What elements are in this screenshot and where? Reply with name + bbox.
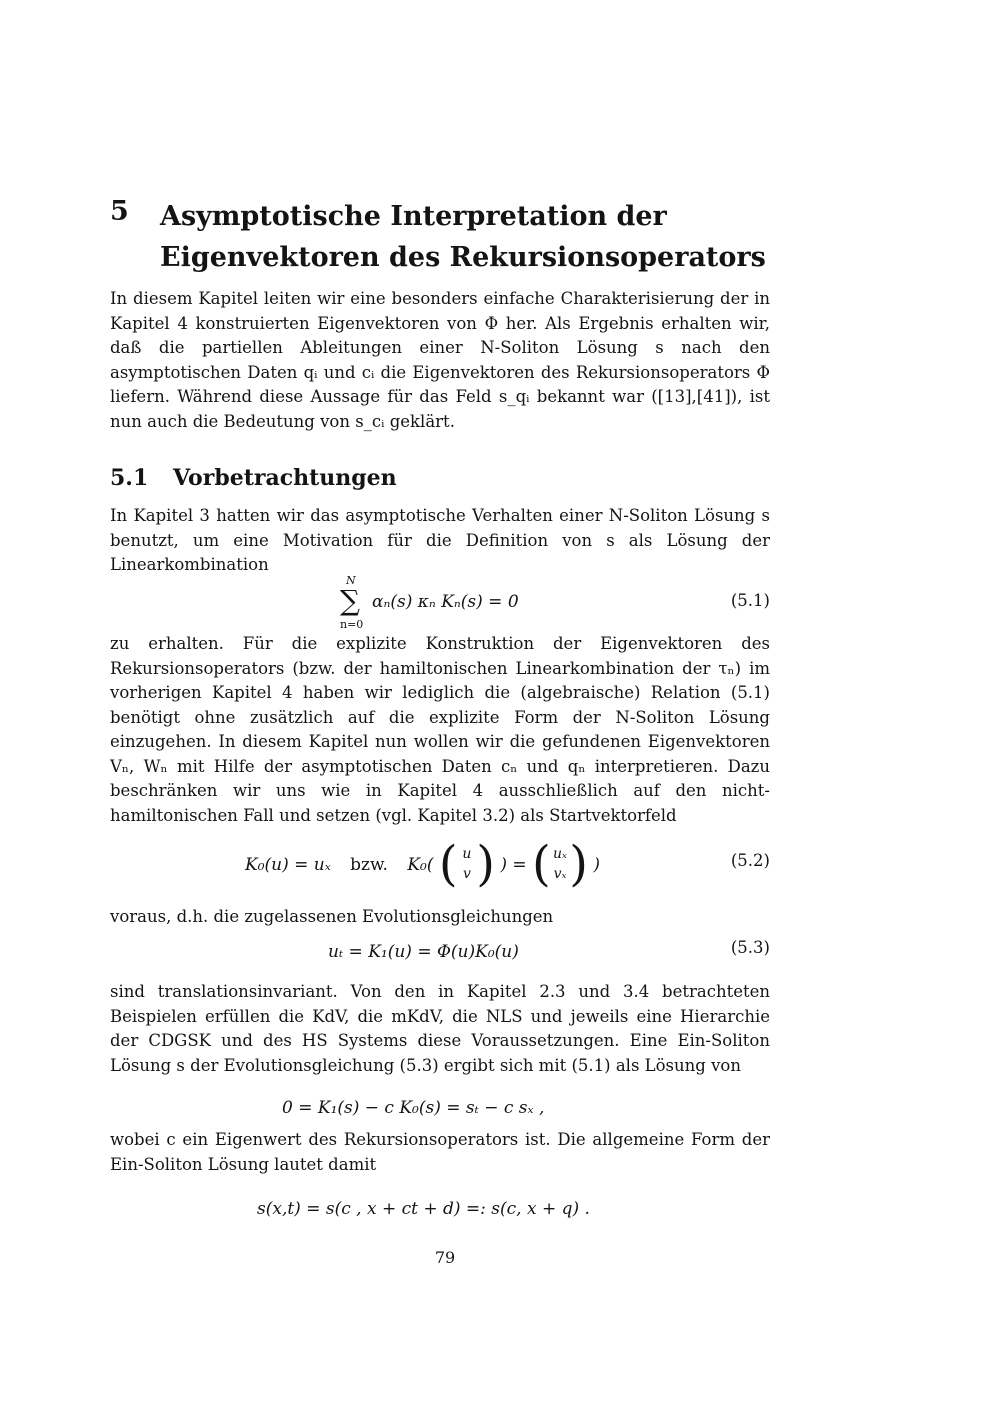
paragraph-3: voraus, d.h. die zugelassenen Evolutionsgleichungen: [110, 907, 554, 926]
equation-label-5-1: (5.1): [730, 591, 770, 610]
equation-5-3: uₜ = K₁(u) = Φ(u)K₀(u): [328, 942, 519, 962]
vector-u-v: ( u v ): [438, 836, 495, 892]
subsection-title: Vorbetrachtungen: [173, 465, 397, 491]
equation-label-5-2: (5.2): [730, 851, 770, 870]
section-title: Asymptotische Interpretation der Eigenvektoren des Rekursionsoperators: [160, 201, 766, 273]
page-number: 79: [434, 1248, 456, 1267]
sum-upper-limit: N: [346, 574, 356, 587]
paragraph-5: wobei c ein Eigenwert des Rekursionsoperators ist. Die allgemeine Form der Ein-Soliton Lösung lautet damit: [110, 1130, 770, 1174]
sum-symbol: ∑: [340, 584, 360, 617]
equation-5-1-body: αₙ(s) κₙ Kₙ(s) = 0: [372, 592, 519, 612]
equation-5-2-bzw: bzw.: [350, 855, 388, 875]
vector-ux-vx: ( uₓ vₓ ): [532, 836, 589, 892]
equation-5-2-equals: ) =: [500, 855, 527, 875]
equation-soliton: 0 = K₁(s) − c K₀(s) = sₜ − c sₓ ,: [282, 1098, 545, 1118]
vector-top-u: u: [462, 846, 472, 862]
subsection-number: 5.1: [110, 465, 149, 491]
equation-label-5-3: (5.3): [730, 938, 770, 957]
equation-5-2-close: ): [593, 855, 601, 875]
vector-bottom-v: v: [462, 866, 471, 882]
equation-5-1: [340, 574, 580, 634]
vector-bottom-vx: vₓ: [553, 866, 567, 882]
sum-lower-limit: n=0: [340, 618, 364, 631]
intro-paragraph: In diesem Kapitel leiten wir eine besonders einfache Charakterisierung der in Kapitel 4 konstruierten Eigenvektoren von Φ her. Als Ergebnis erhalten wir, daß die partiellen Ableitungen einer N-Soliton Lösung s nach den asymptotischen Daten qᵢ und cᵢ die Eigenvektoren des Rekursionsoperators Φ liefern. Während diese Aussage für das Feld s_qᵢ bekannt war ([13],[41]), ist nun auch die Bedeutung von s_cᵢ geklärt.: [110, 289, 770, 431]
equation-5-2-left: K₀(u) = uₓ: [245, 855, 331, 875]
vector-top-ux: uₓ: [553, 846, 568, 862]
paragraph-2: zu erhalten. Für die explizite Konstruktion der Eigenvektoren des Rekursionsoperators (bzw. der hamiltonischen Linearkombination der τₙ) im vorherigen Kapitel 4 haben wir lediglich die (algebraische) Relation (5.1) benötigt ohne zusätzlich auf die explizite Form der N-Soliton Lösung einzugehen. In diesem Kapitel nun wollen wir die gefundenen Eigenvektoren Vₙ, Wₙ mit Hilfe der asymptotischen Daten cₙ und qₙ interpretieren. Dazu beschränken wir uns wie in Kapitel 4 ausschließlich auf den nicht-hamiltonischen Fall und setzen (vgl. Kapitel 3.2) als Startvektorfeld: [110, 634, 770, 825]
section-number: 5: [110, 196, 129, 227]
paragraph-1: In Kapitel 3 hatten wir das asymptotische Verhalten einer N-Soliton Lösung s benutzt, um eine Motivation für die Definition von s als Lösung der Linearkombination: [110, 506, 770, 574]
paragraph-4: sind translationsinvariant. Von den in Kapitel 2.3 und 3.4 betrachteten Beispielen erfüllen die KdV, die mKdV, die NLS und jeweils eine Hierarchie der CDGSK und des HS Systems diese Voraussetzungen. Eine Ein-Soliton Lösung s der Evolutionsgleichung (5.3) ergibt sich mit (5.1) als Lösung von: [110, 982, 770, 1075]
equation-5-2-k0: K₀(: [407, 855, 434, 875]
equation-soliton-form: s(x,t) = s(c , x + ct + d) =: s(c, x + q) .: [257, 1199, 590, 1219]
equation-5-2: [245, 836, 601, 892]
